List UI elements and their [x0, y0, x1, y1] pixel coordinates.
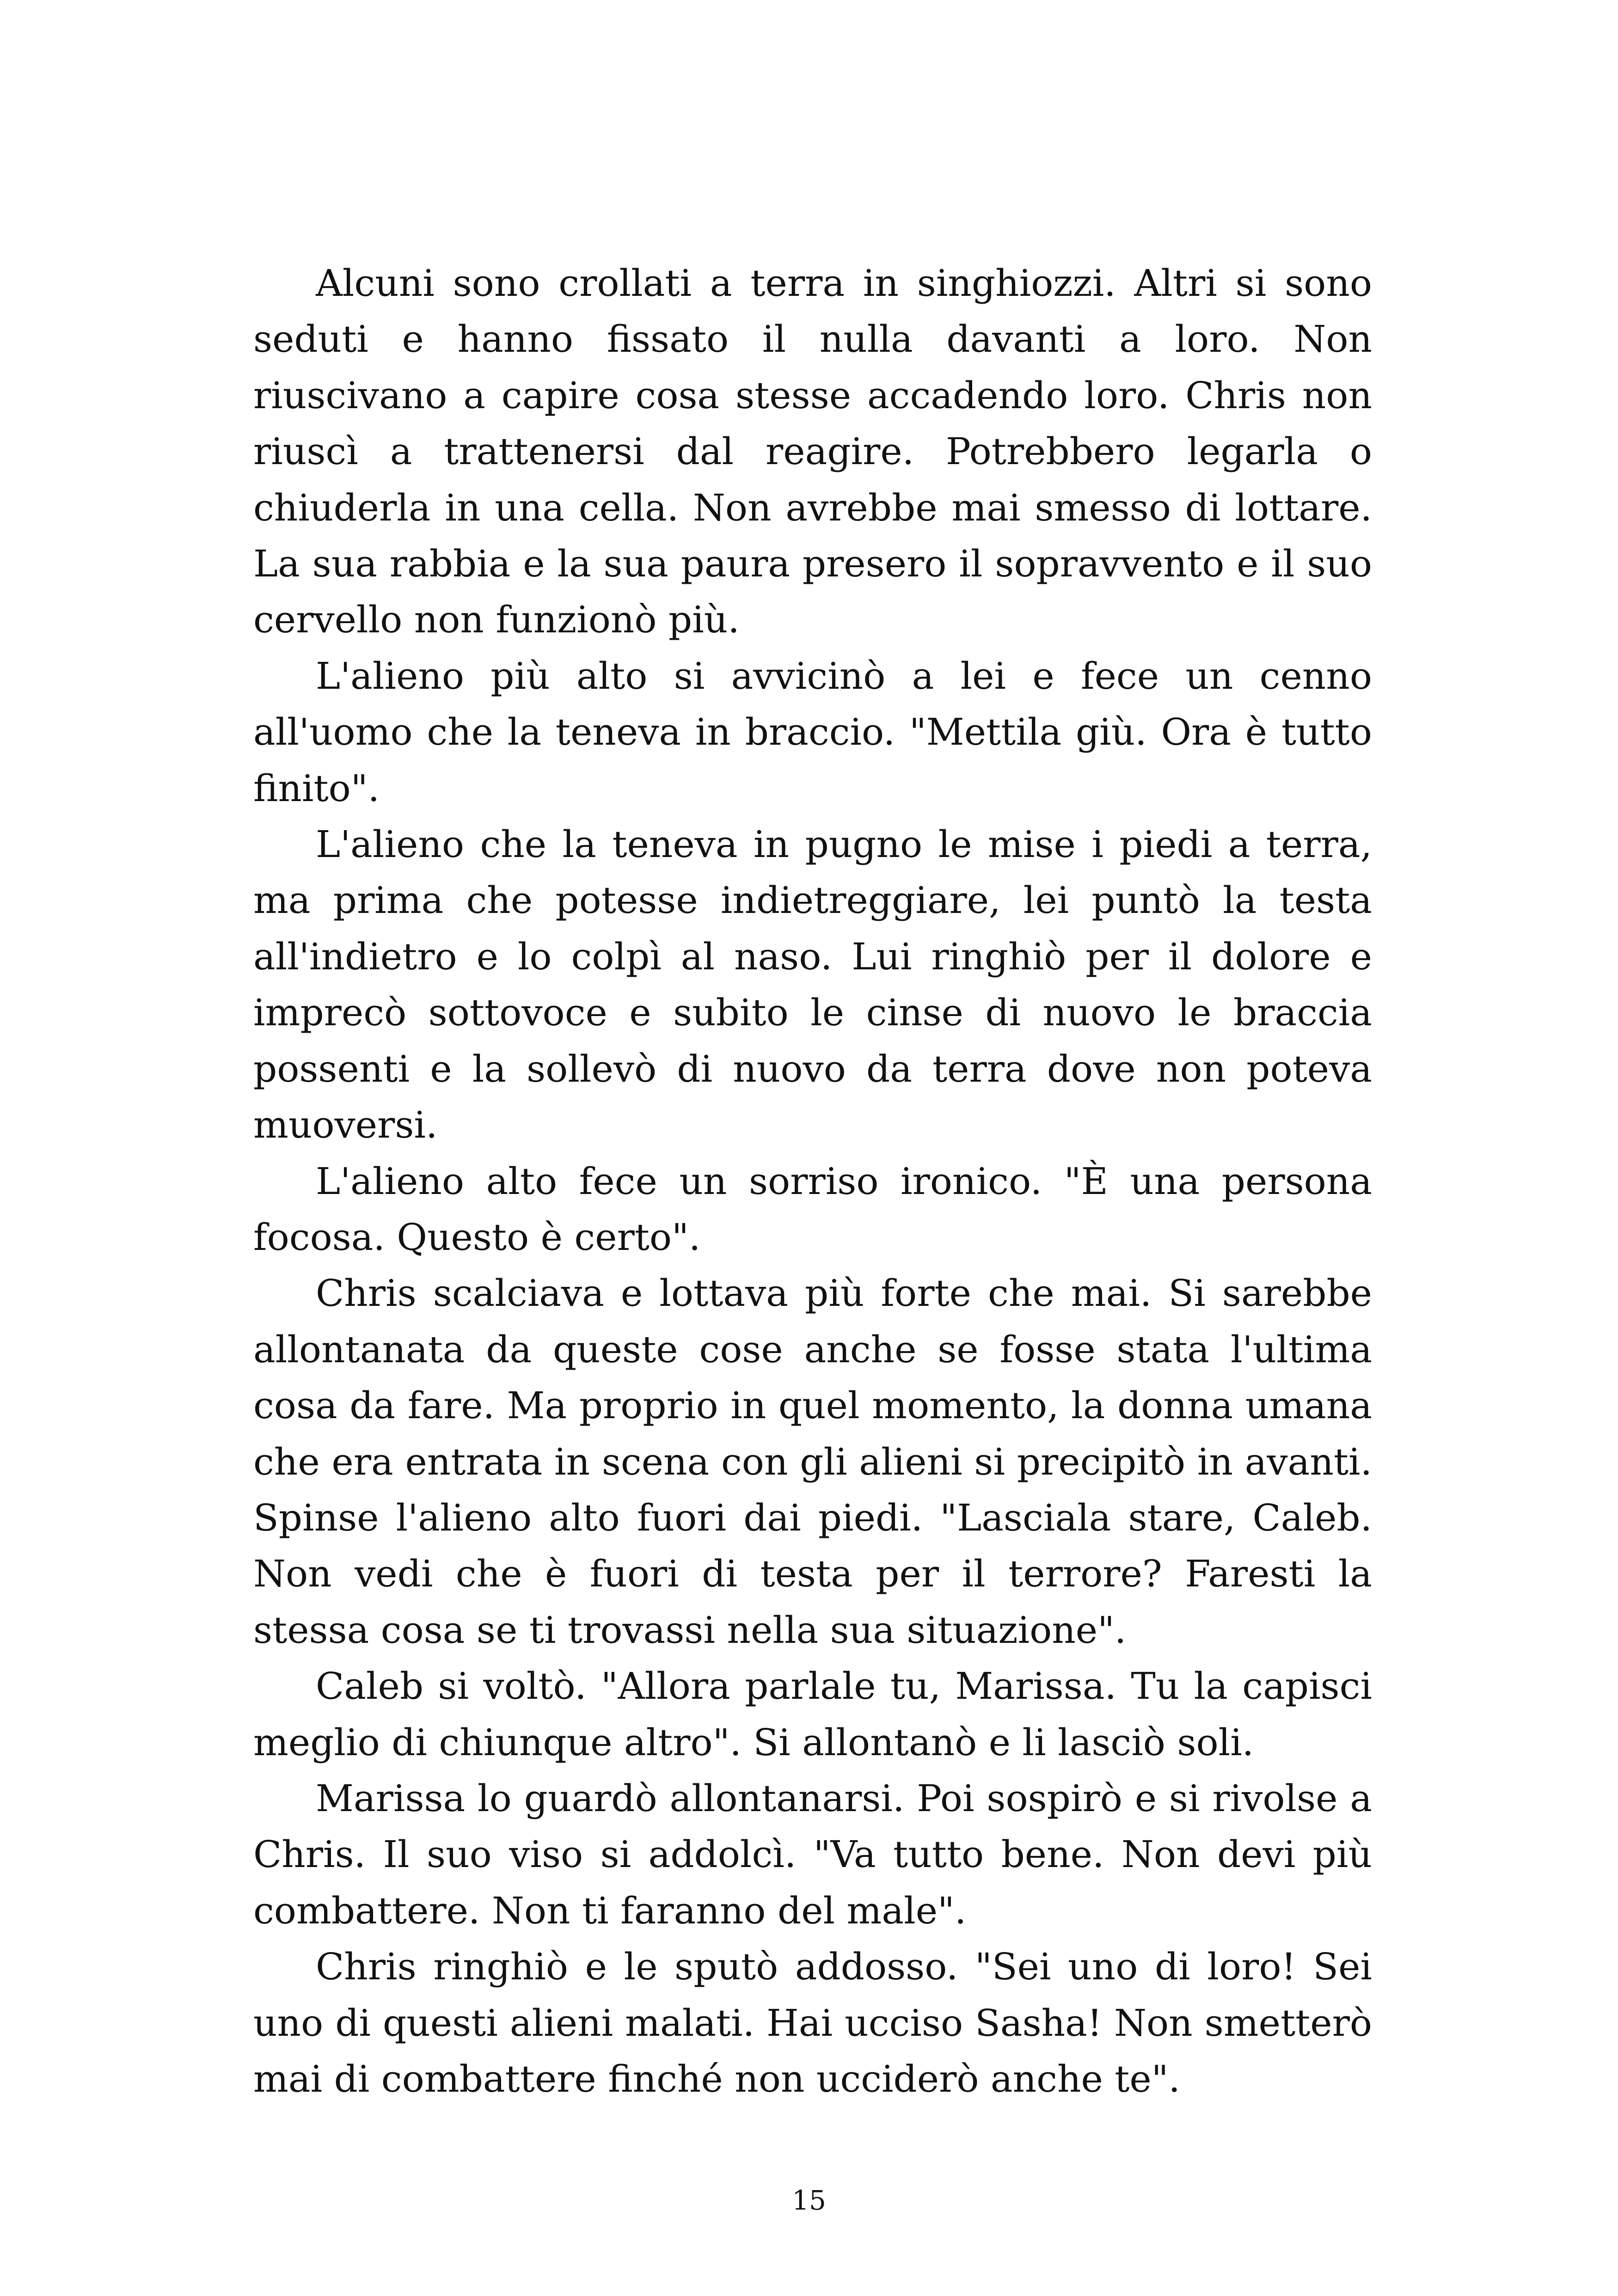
body-text [253, 255, 1372, 2107]
paragraph-5: Chris scalciava e lottava più forte che mai. Si sarebbe allontanata da queste cose anche se fosse stata l'ultima cosa da fare. Ma proprio in quel momento, la donna umana che era entrata in scena con gli alieni si precipitò in avanti. Spinse l'alieno alto fuori dai piedi. "Lasciala stare, Caleb. Non vedi che è fuori di testa per il terrore? Faresti la stessa cosa se ti trovassi nella sua situazione". [253, 1272, 1372, 1652]
paragraph-6: Caleb si voltò. "Allora parlale tu, Marissa. Tu la capisci meglio di chiunque altro". Si allontanò e li lasciò soli. [253, 1665, 1372, 1764]
paragraph-2: L'alieno più alto si avvicinò a lei e fece un cenno all'uomo che la teneva in braccio. "Mettila giù. Ora è tutto finito". [253, 654, 1372, 810]
paragraph-8: Chris ringhiò e le sputò addosso. "Sei uno di loro! Sei uno di questi alieni malati. Hai ucciso Sasha! Non smetterò mai di combattere finché non ucciderò anche te". [253, 1945, 1372, 2100]
page-number: 15 [792, 2185, 826, 2216]
paragraph-4: L'alieno alto fece un sorriso ironico. "È una persona focosa. Questo è certo". [253, 1159, 1372, 1259]
paragraph-1: Alcuni sono crollati a terra in singhiozzi. Altri si sono seduti e hanno fissato il nulla davanti a loro. Non riuscivano a capire cosa stesse accadendo loro. Chris non riuscì a trattenersi dal reagire. Potrebbero legarla o chiuderla in una cella. Non avrebbe mai smesso di lottare. La sua rabbia e la sua paura presero il sopravvento e il suo cervello non funzionò più. [253, 262, 1372, 642]
paragraph-3: L'alieno che la teneva in pugno le mise i piedi a terra, ma prima che potesse indietreggiare, lei puntò la testa all'indietro e lo colpì al naso. Lui ringhiò per il dolore e imprecò sottovoce e subito le cinse di nuovo le braccia possenti e la sollevò di nuovo da terra dove non poteva muoversi. [253, 823, 1372, 1147]
paragraph-7: Marissa lo guardò allontanarsi. Poi sospirò e si rivolse a Chris. Il suo viso si addolcì. "Va tutto bene. Non devi più combattere. Non ti faranno del male". [253, 1776, 1372, 1932]
